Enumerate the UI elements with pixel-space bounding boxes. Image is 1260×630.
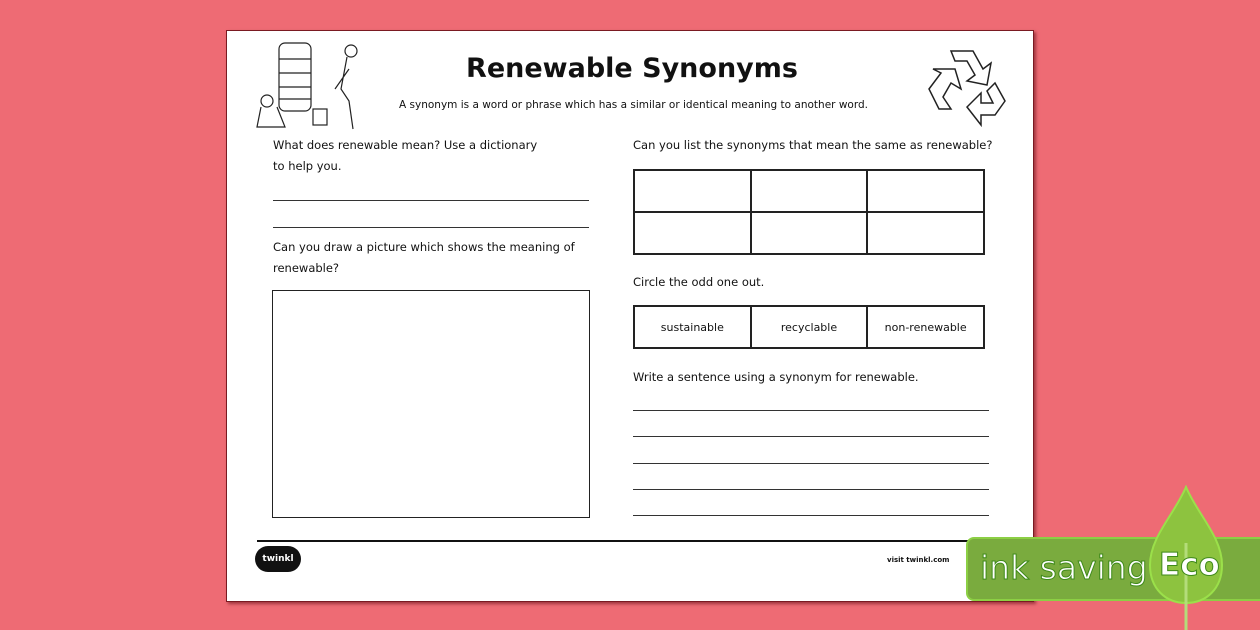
ink-saving-label: ink saving [980, 548, 1148, 587]
synonym-cell[interactable] [634, 212, 751, 254]
recycle-icon [921, 43, 1009, 127]
question-define-line2: to help you. [273, 159, 342, 173]
answer-line[interactable] [273, 227, 589, 228]
footer-divider [257, 540, 1033, 542]
option-non-renewable[interactable]: non-renewable [867, 306, 984, 348]
question-synonyms: Can you list the synonyms that mean the same as renewable? [633, 138, 993, 152]
synonym-cell[interactable] [751, 170, 868, 212]
question-define-line1: What does renewable mean? Use a dictionary [273, 138, 538, 152]
synonym-cell[interactable] [751, 212, 868, 254]
synonym-cell[interactable] [634, 170, 751, 212]
answer-line[interactable] [273, 200, 589, 201]
synonym-cell[interactable] [867, 170, 984, 212]
question-draw-line2: renewable? [273, 261, 340, 275]
option-recyclable[interactable]: recyclable [751, 306, 868, 348]
worksheet-page [226, 30, 1034, 602]
synonym-cell[interactable] [867, 212, 984, 254]
answer-line[interactable] [633, 463, 989, 464]
answer-line[interactable] [633, 436, 989, 437]
worksheet-subtitle: A synonym is a word or phrase which has a similar or identical meaning to another word. [399, 99, 868, 111]
synonym-grid [633, 169, 985, 255]
twinkl-logo: twinkl [255, 546, 301, 572]
eco-label: Eco [1159, 547, 1220, 583]
question-draw-line1: Can you draw a picture which shows the meaning of [273, 240, 575, 254]
drawing-box[interactable] [272, 290, 590, 518]
question-odd-one-out: Circle the odd one out. [633, 275, 765, 289]
question-sentence: Write a sentence using a synonym for renewable. [633, 370, 919, 384]
answer-line[interactable] [633, 489, 989, 490]
visit-link[interactable]: visit twinkl.com [887, 556, 950, 564]
answer-line[interactable] [633, 410, 989, 411]
answer-line[interactable] [633, 515, 989, 516]
worksheet-title: Renewable Synonyms [466, 53, 798, 84]
option-sustainable[interactable]: sustainable [634, 306, 751, 348]
odd-one-out-options [633, 305, 985, 349]
